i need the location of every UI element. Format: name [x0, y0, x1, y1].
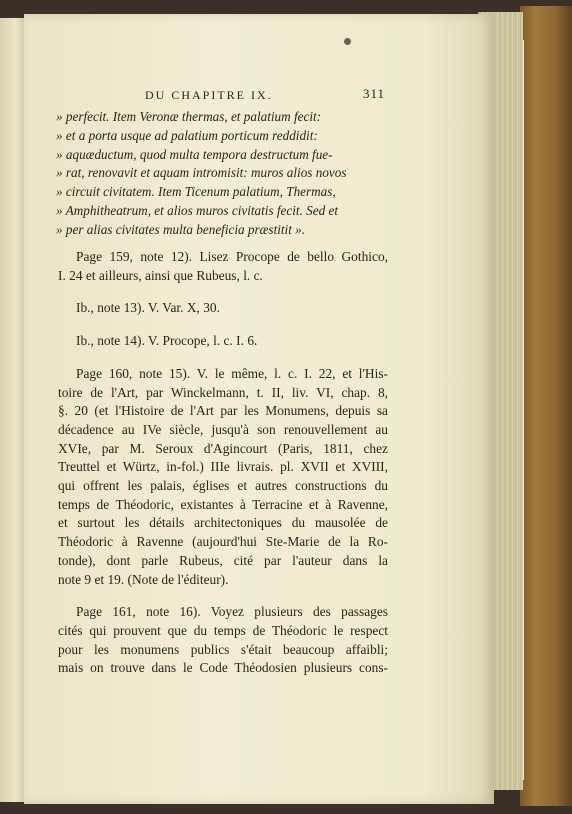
paper-spot: [344, 38, 351, 45]
page-number: 311: [362, 86, 385, 101]
facing-page-edge: [0, 18, 27, 802]
note-paragraph: [58, 299, 388, 318]
note-line: toire de l'Art, par Winckelmann, t. II, liv. VI, chap. 8,: [58, 384, 388, 400]
note-line: XVIe, par M. Seroux d'Agincourt (Paris, 1811, chez: [58, 440, 388, 456]
note-line: note 9 et 19. (Note de l'éditeur).: [58, 571, 229, 587]
note-paragraph: [58, 332, 388, 351]
note-line: Page 159, note 12). Lisez Procope de bello Gothico,: [76, 249, 388, 264]
note-line: cités qui prouvent que du temps de Théodoric le respect: [58, 622, 388, 638]
note-line: mais on trouve dans le Code Théodosien plusieurs cons-: [58, 660, 388, 676]
quote-line: » rat, renovavit et aquam intromisit: muros alios novos: [56, 165, 347, 181]
quote-line: » per alias civitates multa beneficia præstitit ».: [56, 221, 306, 237]
quote-line: » circuit civitatem. Item Ticenum palatium, Thermas,: [56, 184, 336, 200]
note-line: Page 161, note 16). Voyez plusieurs des passages: [76, 604, 388, 620]
note-line: temps de Théodoric, existantes à Terracine et à Ravenne,: [58, 496, 388, 512]
note-line: qui offrent les palais, églises et autres constructions du: [58, 478, 388, 494]
note-line: I. 24 et ailleurs, ainsi que Rubeus, l. c.: [58, 267, 263, 283]
quote-line: » perfecit. Item Veronæ thermas, et palatium fecit:: [56, 109, 322, 124]
note-paragraph: [58, 248, 388, 285]
note-line: pour les monumens publics s'était beaucoup affaibli;: [58, 641, 388, 657]
note-line: Ib., note 14). V. Procope, l. c. I. 6.: [76, 333, 258, 349]
note-line: Treuttel et Würtz, in-fol.) IIIe livrais. pl. XVII et XVIII,: [58, 459, 388, 475]
note-line: et surtout les détails architectoniques du mausolée de: [58, 515, 388, 531]
note-paragraph: [58, 365, 388, 589]
note-line: décadence au IVe siècle, jusqu'à son renouvellement au: [58, 421, 388, 437]
note-line: tonde), dont parle Rubeus, cité par l'auteur dans la: [58, 552, 388, 568]
note-line: Ib., note 13). V. Var. X, 30.: [76, 300, 220, 316]
running-header: [145, 88, 385, 103]
quote-line: » et a porta usque ad palatium porticum reddidit:: [56, 127, 318, 143]
quote-line: » aquæductum, quod multa tempora destructum fue-: [56, 146, 333, 162]
note-line: §. 20 (et l'Histoire de l'Art par les Monumens, depuis sa: [58, 403, 388, 419]
note-paragraph: [58, 603, 388, 678]
latin-quote-block: [56, 108, 386, 240]
note-line: Théodoric à Ravenne (aujourd'hui Ste-Marie de la Ro-: [58, 534, 388, 550]
note-line: Page 160, note 15). V. le même, l. c. I. 22, et l'His-: [76, 365, 388, 381]
running-title: DU CHAPITRE IX.: [145, 88, 273, 102]
notes-section: [58, 248, 388, 692]
quote-line: » Amphitheatrum, et alios muros civitatis fecit. Sed et: [56, 202, 339, 218]
book-cover: [520, 6, 572, 806]
